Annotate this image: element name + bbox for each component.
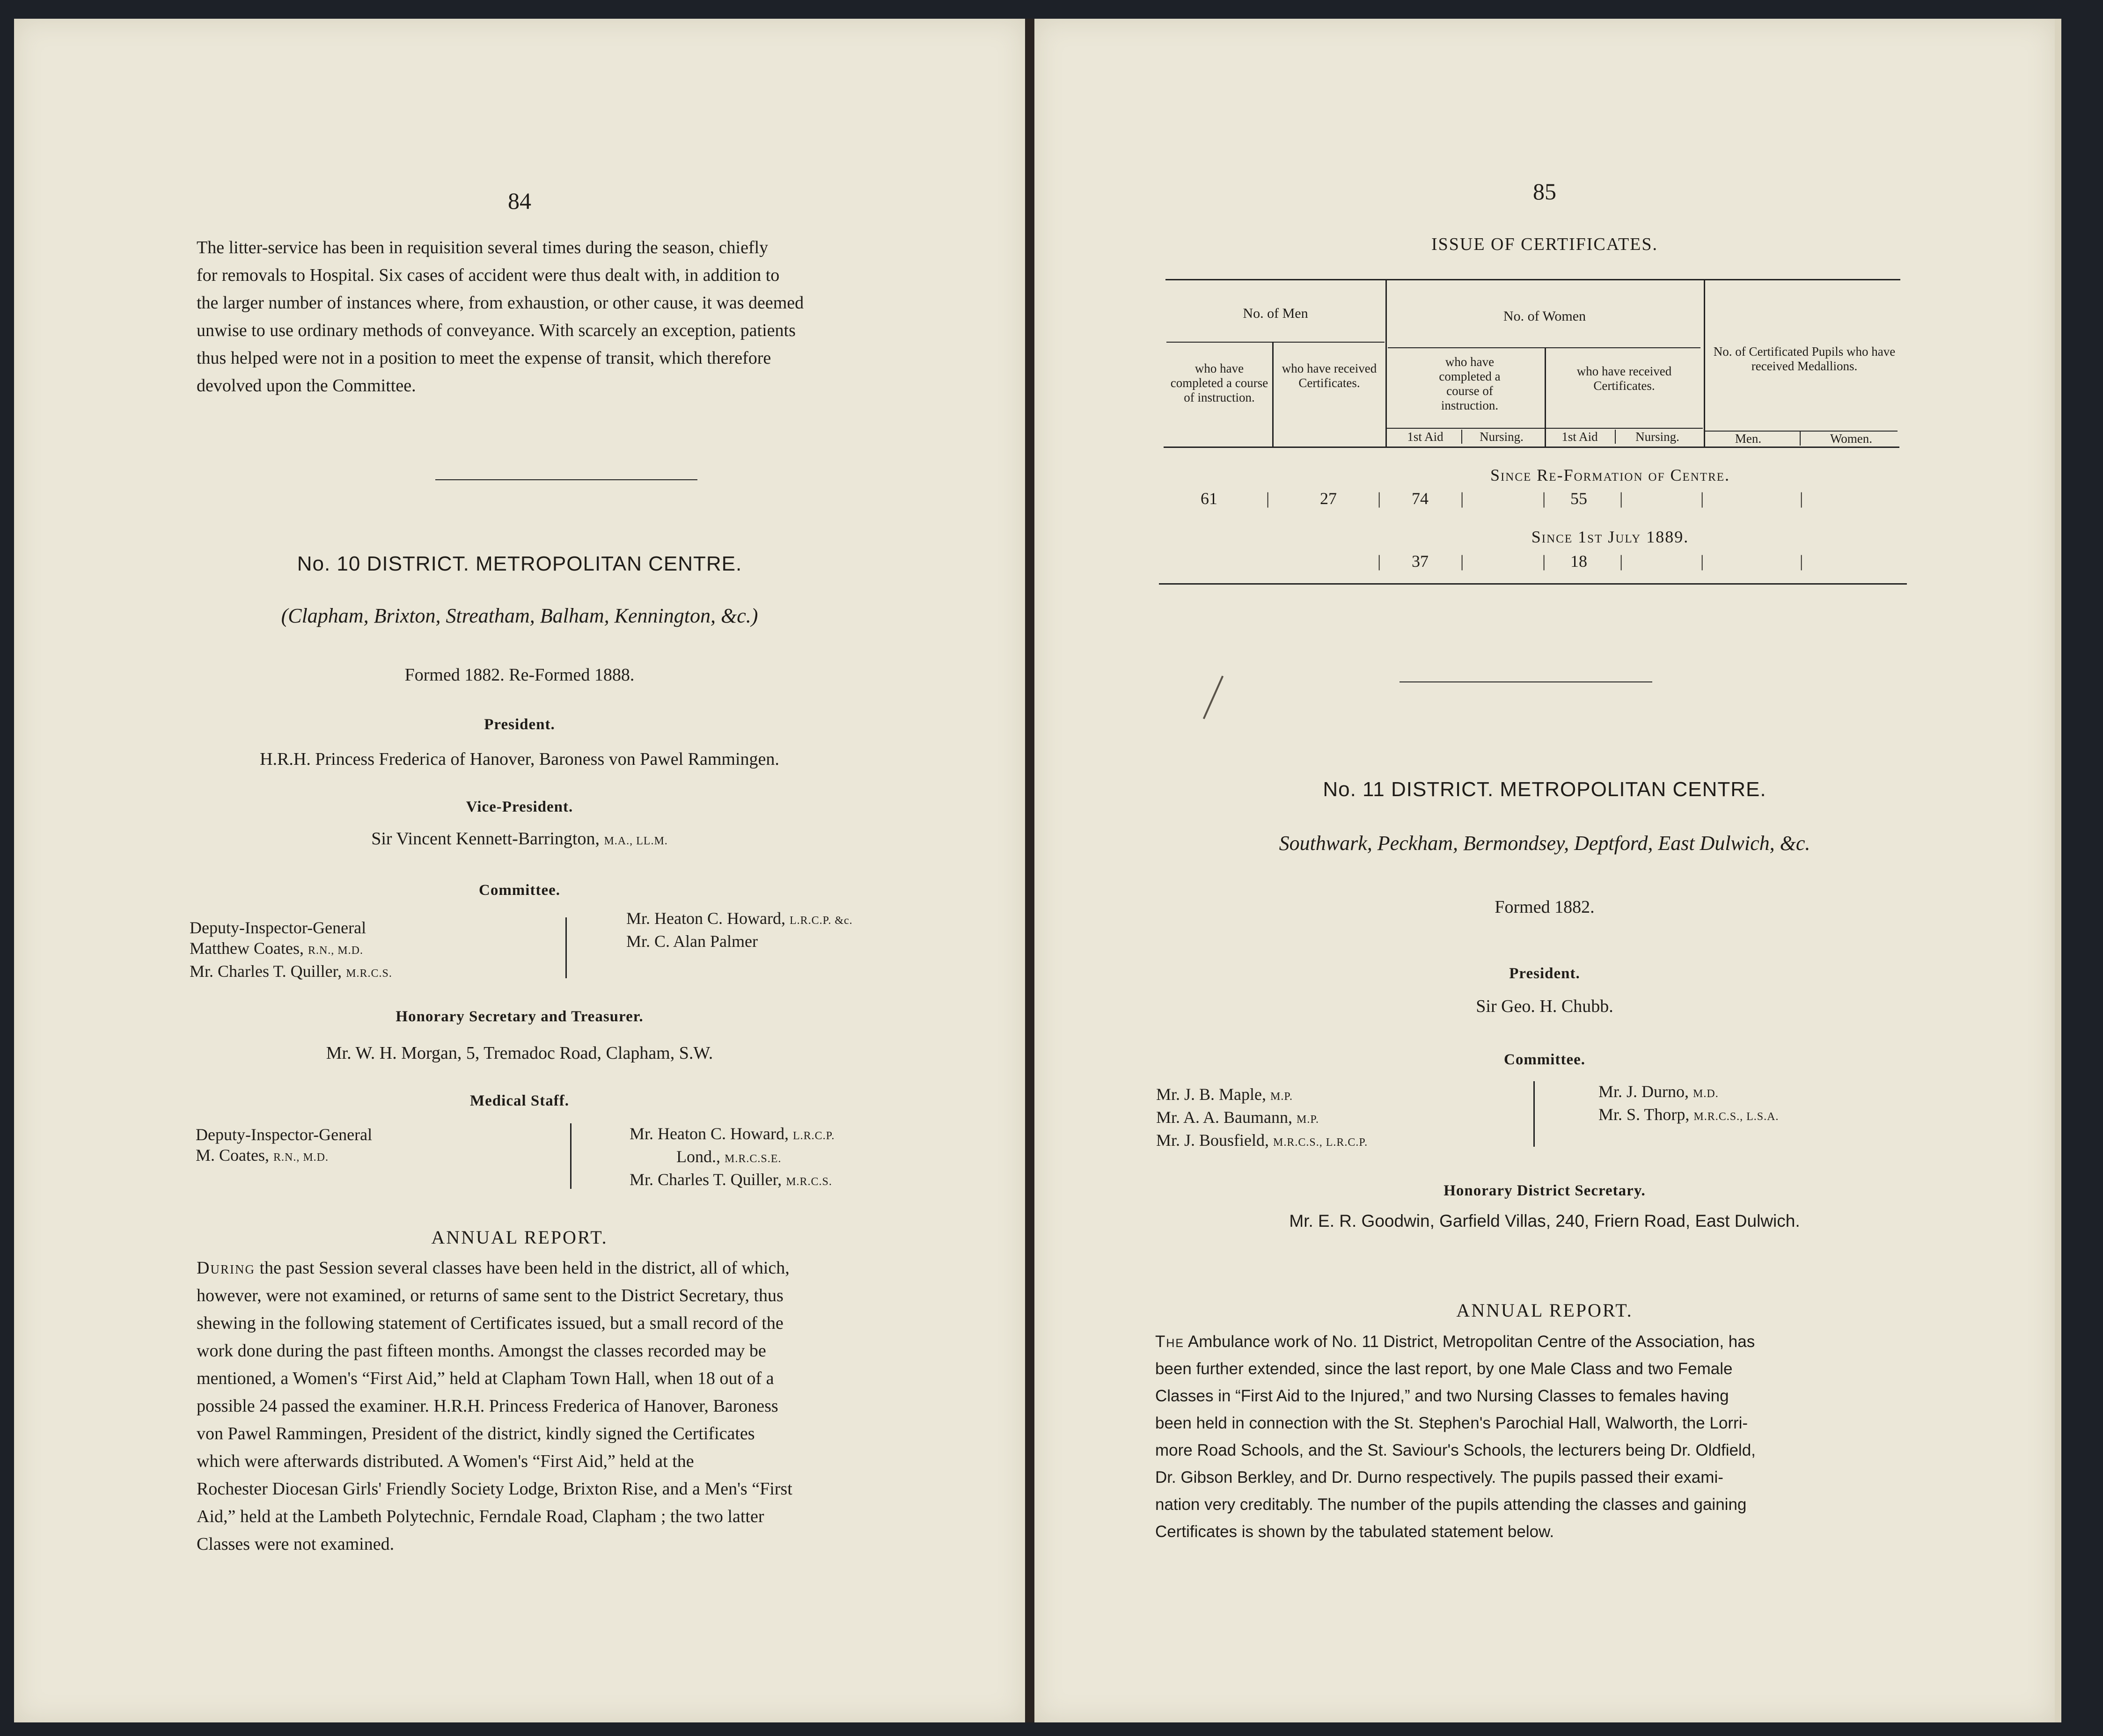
committee-right-column xyxy=(1598,1081,1973,1127)
name-text: Sir Vincent Kennett-Barrington, xyxy=(371,829,600,849)
drop-word: The xyxy=(1155,1333,1185,1351)
hon-sec-name: Mr. W. H. Morgan, 5, Tremadoc Road, Clapham, S.W. xyxy=(326,1043,713,1063)
committee-label: Committee. xyxy=(478,882,560,899)
member-name: Matthew Coates, xyxy=(190,939,304,958)
text-line: work done during the past fifteen months. Amongst the classes recorded may be xyxy=(197,1341,766,1361)
annual-report-heading: ANNUAL REPORT. xyxy=(431,1227,608,1248)
member-name: Mr. A. A. Baumann, xyxy=(1156,1108,1293,1127)
member-quals: M.P. xyxy=(1297,1113,1319,1126)
text-line: Dr. Gibson Berkley, and Dr. Durno respectively. The pupils passed their exami- xyxy=(1155,1468,1723,1487)
formed-line: Formed 1882. xyxy=(1495,897,1595,917)
member-quals: M.D. xyxy=(1693,1088,1719,1100)
qualifications: M.A., LL.M. xyxy=(604,835,668,847)
member-name: Mr. S. Thorp, xyxy=(1598,1105,1690,1124)
staff-member xyxy=(196,1145,570,1168)
committee-member xyxy=(1598,1104,1973,1127)
cell-divider: | xyxy=(1378,489,1381,508)
member-quals: M.R.C.S. xyxy=(786,1176,832,1188)
cell-divider: | xyxy=(1800,552,1803,571)
text-line xyxy=(1155,1328,2003,1355)
member-name: M. Coates, xyxy=(196,1146,269,1165)
cell-women-received-first-aid: 55 xyxy=(1570,489,1587,508)
annual-report-heading: ANNUAL REPORT. xyxy=(1456,1300,1633,1321)
text-line: the larger number of instances where, from exhaustion, or other cause, it was deemed xyxy=(197,293,804,313)
member-quals: M.P. xyxy=(1270,1091,1293,1103)
committee-member xyxy=(626,931,1001,952)
staff-member xyxy=(630,1123,1004,1146)
divider xyxy=(435,479,697,480)
member-name: Mr. Heaton C. Howard, xyxy=(630,1124,789,1143)
hon-sec-label: Honorary Secretary and Treasurer. xyxy=(396,1008,644,1025)
text-line: Rochester Diocesan Girls' Friendly Society Lodge, Brixton Rise, and a Men's “First xyxy=(197,1479,792,1499)
text-line: shewing in the following statement of Certificates issued, but a small record of the xyxy=(197,1313,784,1333)
staff-member xyxy=(630,1169,1004,1192)
committee-member xyxy=(1156,1084,1531,1107)
cell-divider: | xyxy=(1542,489,1546,508)
committee-member xyxy=(626,908,1001,931)
table-top-rule xyxy=(1165,279,1900,280)
group-header-women: No. of Women xyxy=(1503,308,1586,324)
sub-nursing: Nursing. xyxy=(1635,430,1679,444)
group-header-medallions: No. of Certificated Pupils who have received Medallions. xyxy=(1713,344,1896,373)
committee-member xyxy=(190,938,564,961)
sub-men: Men. xyxy=(1735,432,1762,446)
president-name: H.R.H. Princess Frederica of Hanover, Baroness von Pawel Rammingen. xyxy=(260,749,779,769)
member-name: Deputy-Inspector-General xyxy=(190,918,366,937)
column-divider xyxy=(1533,1081,1535,1147)
column-divider xyxy=(570,1123,572,1189)
col-rule xyxy=(1704,279,1705,447)
annual-report-body xyxy=(197,1254,962,1558)
committee-left-column xyxy=(1156,1084,1531,1153)
text-fragment: Ambulance work of No. 11 District, Metropolitan Centre of the Association, has xyxy=(1184,1333,1755,1351)
intro-paragraph xyxy=(197,234,941,400)
cell-divider: | xyxy=(1700,552,1704,571)
text-line: which were afterwards distributed. A Women's “First Aid,” held at the xyxy=(197,1451,694,1471)
annual-report-body xyxy=(1155,1328,2003,1546)
staff-member xyxy=(196,1124,570,1145)
text-line: mentioned, a Women's “First Aid,” held at Clapham Town Hall, when 18 out of a xyxy=(197,1369,774,1388)
text-line: Classes were not examined. xyxy=(197,1534,395,1554)
rule xyxy=(1386,428,1703,429)
page-number: 85 xyxy=(1533,178,1556,205)
col-header-men-received: who have received Certificates. xyxy=(1282,361,1377,390)
member-quals: R.N., M.D. xyxy=(308,945,363,957)
member-quals: M.R.C.S. xyxy=(346,967,392,980)
text-line: Certificates is shown by the tabulated statement below. xyxy=(1155,1523,1554,1541)
col-rule xyxy=(1272,342,1274,447)
text-fragment: the past Session several classes have been held in the district, all of which, xyxy=(255,1258,790,1278)
member-name: Mr. J. Durno, xyxy=(1598,1082,1689,1101)
cell-divider: | xyxy=(1460,552,1464,571)
committee-left-column xyxy=(190,917,564,984)
rule xyxy=(1166,342,1385,343)
text-line: nation very creditably. The number of the pupils attending the classes and gaining xyxy=(1155,1495,1747,1514)
committee-member xyxy=(190,961,564,984)
header-bottom-rule xyxy=(1164,447,1899,448)
committee-member xyxy=(1598,1081,1973,1104)
committee-label: Committee. xyxy=(1503,1051,1585,1068)
member-name: Deputy-Inspector-General xyxy=(196,1125,373,1144)
cell-divider: | xyxy=(1700,489,1704,508)
staff-member xyxy=(630,1146,1004,1169)
district-heading: No. 11 DISTRICT. METROPOLITAN CENTRE. xyxy=(1323,778,1766,801)
text-line: Aid,” held at the Lambeth Polytechnic, Ferndale Road, Clapham ; the two latter xyxy=(197,1507,764,1526)
member-quals: M.R.C.S.E. xyxy=(725,1153,782,1165)
sub-first-aid: 1st Aid xyxy=(1407,430,1444,444)
sub-women: Women. xyxy=(1830,432,1873,446)
president-label: President. xyxy=(484,716,555,733)
district-heading: No. 10 DISTRICT. METROPOLITAN CENTRE. xyxy=(297,552,742,575)
hon-sec-name: Mr. E. R. Goodwin, Garfield Villas, 240, Friern Road, East Dulwich. xyxy=(1289,1211,1800,1231)
sub-first-aid: 1st Aid xyxy=(1561,430,1598,444)
text-line: been held in connection with the St. Stephen's Parochial Hall, Walworth, the Lorri- xyxy=(1155,1414,1748,1432)
text-line: more Road Schools, and the St. Saviour's Schools, the lecturers being Dr. Oldfield, xyxy=(1155,1441,1756,1459)
formed-line: Formed 1882. Re-Formed 1888. xyxy=(404,665,635,685)
president-label: President. xyxy=(1509,965,1580,982)
text-line: Classes in “First Aid to the Injured,” and two Nursing Classes to females having xyxy=(1155,1387,1729,1405)
left-page xyxy=(14,19,1025,1722)
member-name: Mr. C. Alan Palmer xyxy=(626,932,758,951)
section-since-july: Since 1st July 1889. xyxy=(1531,527,1689,546)
member-quals: L.R.C.P. &c. xyxy=(789,915,853,927)
text-line: thus helped were not in a position to meet the expense of transit, which therefore xyxy=(197,348,771,368)
text-line: unwise to use ordinary methods of conveyance. With scarcely an exception, patients xyxy=(197,321,796,340)
text-line: for removals to Hospital. Six cases of accident were thus dealt with, in addition to xyxy=(197,265,780,285)
section-since-reformation: Since Re-Formation of Centre. xyxy=(1490,466,1730,484)
hon-sec-label: Honorary District Secretary. xyxy=(1444,1182,1646,1199)
district-areas: Southwark, Peckham, Bermondsey, Deptford, East Dulwich, &c. xyxy=(1279,832,1810,855)
text-line: been further extended, since the last report, by one Male Class and two Female xyxy=(1155,1360,1733,1378)
text-line: devolved upon the Committee. xyxy=(197,376,416,396)
drop-word: During xyxy=(197,1258,255,1278)
sub-rule xyxy=(1615,430,1616,444)
cell-women-completed-first-aid: 37 xyxy=(1412,552,1429,571)
district-areas: (Clapham, Brixton, Streatham, Balham, Kennington, &c.) xyxy=(281,604,758,627)
member-name: Mr. Charles T. Quiller, xyxy=(190,962,342,981)
member-name: Mr. J. B. Maple, xyxy=(1156,1085,1267,1104)
committee-member xyxy=(1156,1130,1531,1153)
member-quals: L.R.C.P. xyxy=(792,1130,835,1142)
text-line: however, were not examined, or returns of same sent to the District Secretary, thus xyxy=(197,1286,784,1305)
member-quals: M.R.C.S., L.R.C.P. xyxy=(1273,1136,1368,1149)
cell-divider: | xyxy=(1542,552,1546,571)
col-header-women-received: who have received Certificates. xyxy=(1576,364,1672,393)
member-name: Mr. Charles T. Quiller, xyxy=(630,1170,782,1189)
committee-right-column xyxy=(626,908,1001,952)
vice-president-name xyxy=(14,828,1025,849)
column-divider xyxy=(565,917,567,978)
right-page xyxy=(1034,19,2055,1722)
text-line xyxy=(197,1254,962,1282)
sub-nursing: Nursing. xyxy=(1480,430,1524,444)
pencil-mark xyxy=(1203,676,1224,719)
text-line: possible 24 passed the examiner. H.R.H. Princess Frederica of Hanover, Baroness xyxy=(197,1396,778,1416)
book-spine xyxy=(1025,19,1034,1722)
cell-men-received: 27 xyxy=(1320,489,1337,508)
medical-left-column xyxy=(196,1124,570,1168)
vice-president-label: Vice-President. xyxy=(466,798,573,815)
cell-divider: | xyxy=(1619,489,1623,508)
col-header-women-completed: who have completed a course of instruction. xyxy=(1439,355,1501,412)
col-rule xyxy=(1545,347,1546,447)
member-quals: R.N., M.D. xyxy=(273,1151,329,1164)
rule xyxy=(1388,347,1700,348)
president-name: Sir Geo. H. Chubb. xyxy=(1476,996,1613,1016)
cell-women-completed-first-aid: 74 xyxy=(1412,489,1429,508)
sub-rule xyxy=(1800,432,1801,446)
col-header-men-completed: who have completed a course of instruction. xyxy=(1170,361,1268,404)
sub-rule xyxy=(1461,430,1462,444)
committee-member xyxy=(1156,1107,1531,1130)
cell-divider: | xyxy=(1619,552,1623,571)
member-name: Lond., xyxy=(676,1147,720,1166)
group-header-men: No. of Men xyxy=(1243,306,1308,321)
cell-divider: | xyxy=(1460,489,1464,508)
committee-member xyxy=(190,917,564,938)
page-number: 84 xyxy=(508,188,531,214)
page-edge xyxy=(2055,19,2061,1722)
cell-divider: | xyxy=(1266,489,1270,508)
divider xyxy=(1400,681,1652,682)
cell-women-received-first-aid: 18 xyxy=(1570,552,1587,571)
col-rule xyxy=(1385,279,1387,447)
cell-divider: | xyxy=(1800,489,1803,508)
text-line: The litter-service has been in requisition several times during the season, chiefly xyxy=(197,238,769,257)
medical-staff-label: Medical Staff. xyxy=(470,1092,569,1109)
member-name: Mr. Heaton C. Howard, xyxy=(626,909,785,928)
table-bottom-rule xyxy=(1159,583,1907,585)
cell-men-completed: 61 xyxy=(1201,489,1217,508)
medical-right-column xyxy=(630,1123,1004,1192)
cell-divider: | xyxy=(1378,552,1381,571)
member-name: Mr. J. Bousfield, xyxy=(1156,1131,1269,1150)
member-quals: M.R.C.S., L.S.A. xyxy=(1693,1111,1779,1123)
text-line: von Pawel Rammingen, President of the district, kindly signed the Certificates xyxy=(197,1424,755,1443)
table-title: ISSUE OF CERTIFICATES. xyxy=(1431,234,1658,254)
